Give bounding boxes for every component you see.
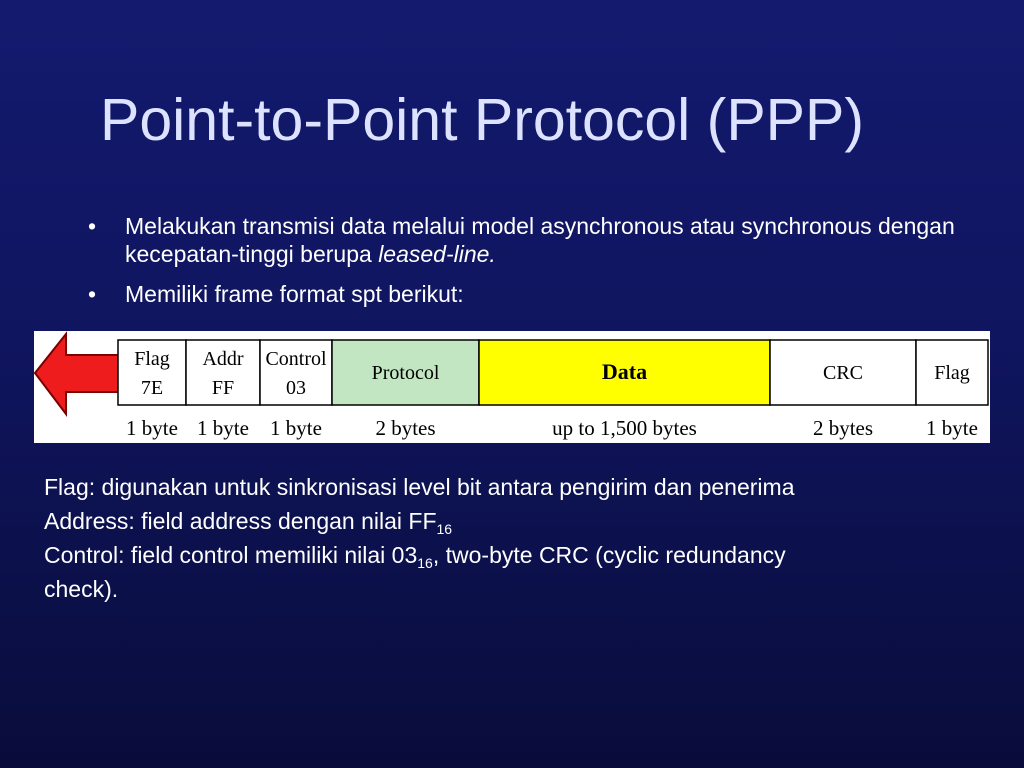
frame-field-label: CRC — [822, 362, 864, 384]
note-flag: Flag: digunakan untuk sinkronisasi level bit antara pengirim dan penerima — [44, 474, 795, 500]
frame-field-value: FF — [211, 377, 235, 399]
frame-field-label: Data — [601, 359, 648, 384]
bullet-text: Memiliki frame format spt berikut: — [125, 281, 464, 307]
frame-field-label: Flag — [134, 348, 170, 370]
frame-field-size: 1 byte — [126, 416, 178, 440]
note-address-subscript: 16 — [436, 521, 453, 537]
note-address — [44, 504, 994, 538]
bullet-list — [88, 212, 968, 320]
frame-field-size: 1 byte — [197, 416, 249, 440]
bullet-dot: • — [88, 213, 97, 239]
frame-field-value: 03 — [286, 377, 306, 399]
frame-field-size: 1 byte — [270, 416, 322, 440]
arrow-left-icon — [35, 334, 118, 414]
note-address-text: Address: field address dengan nilai FF — [44, 508, 437, 534]
note-control-text-rest: , two-byte CRC (cyclic redundancy — [432, 542, 786, 568]
ppp-frame-diagram — [34, 331, 990, 443]
note-control-text: Control: field control memiliki nilai 03 — [44, 542, 418, 568]
note-control-subscript: 16 — [417, 555, 433, 571]
bullet-text: Melakukan transmisi data melalui model asynchronous atau synchronous dengan kecepatan-tinggi berupa — [125, 213, 955, 267]
frame-field-label: Protocol — [371, 362, 440, 384]
frame-field-size: 1 byte — [926, 416, 978, 440]
frame-field-size: 2 bytes — [375, 416, 436, 440]
bullet-item — [88, 280, 968, 308]
frame-field-label: Control — [265, 348, 327, 370]
slide-title: Point-to-Point Protocol (PPP) — [100, 87, 865, 153]
frame-field-size: 2 bytes — [812, 416, 874, 440]
frame-svg — [34, 331, 990, 443]
frame-field-label: Flag — [934, 362, 970, 384]
frame-field-size: up to 1,500 bytes — [552, 416, 697, 440]
frame-field-label: Addr — [202, 348, 244, 370]
bullet-dot: • — [88, 281, 97, 307]
frame-field-value: 7E — [140, 377, 164, 399]
field-notes — [44, 470, 994, 606]
bullet-item — [88, 212, 968, 268]
note-control-cont: check). — [44, 576, 119, 602]
bullet-emphasis: leased-line. — [378, 241, 496, 267]
note-control — [44, 538, 994, 572]
